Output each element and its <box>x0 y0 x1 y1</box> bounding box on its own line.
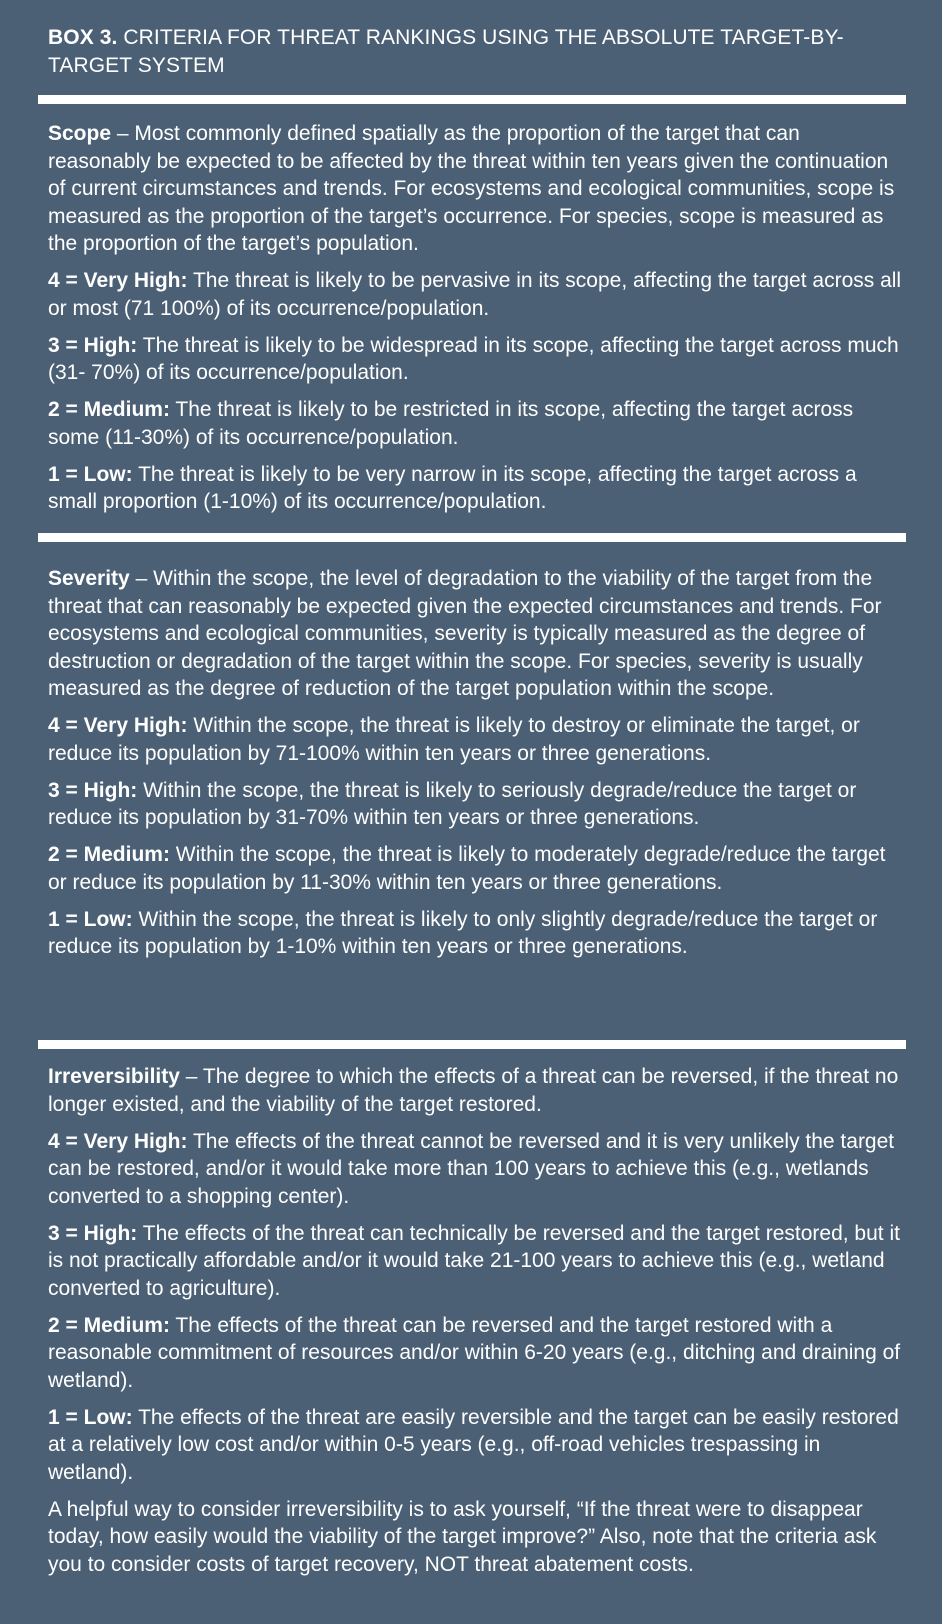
divider <box>38 95 906 104</box>
divider <box>38 1040 906 1049</box>
scope-definition-text: – Most commonly defined spatially as the proportion of the target that can reasonably be expected to be affected by the threat within ten years given the continuation of current circumstances and trends. For ecosystems and ecological communities, scope is measured as the proportion of the target’s occurrence. For species, scope is measured as the proportion of the target’s population. <box>48 122 895 255</box>
scope-section <box>48 120 908 525</box>
level-label: High: <box>83 1221 138 1245</box>
level-text: The threat is likely to be restricted in its scope, affecting the target across some (11-30%) of its occurrence/population. <box>48 398 854 449</box>
level-text: The effects of the threat can technically be reversed and the target restored, but it is not practically affordable and/or it would take 21-100 years to achieve this (e.g., wetland converted to agriculture). <box>48 1221 900 1300</box>
level-label: Low: <box>83 462 133 486</box>
irreversibility-term: Irreversibility <box>48 1065 180 1088</box>
irreversibility-level <box>48 1404 908 1487</box>
level-number: 4 = <box>48 714 84 737</box>
level-text: Within the scope, the threat is likely to destroy or eliminate the target, or reduce its population by 71-100% within ten years or three generations. <box>48 714 860 765</box>
level-label: High: <box>83 778 138 802</box>
box-label: BOX 3. <box>48 26 118 49</box>
level-number: 2 = <box>48 843 84 866</box>
level-text: The effects of the threat can be reversed and the target restored with a reasonable commitment of resources and/or within 6-20 years (e.g., ditching and draining of wetland). <box>48 1313 901 1392</box>
level-number: 1 = <box>48 1405 84 1429</box>
irreversibility-level <box>48 1312 908 1395</box>
level-text: The effects of the threat are easily reversible and the target can be easily restored at a relatively low cost and/or within 0-5 years (e.g., off-road vehicles trespassing in wetland). <box>48 1405 899 1484</box>
irreversibility-definition <box>48 1063 908 1118</box>
scope-level <box>48 396 908 451</box>
level-text: Within the scope, the threat is likely to only slightly degrade/reduce the target or reduce its population by 1-10% within ten years or three generations. <box>48 907 878 958</box>
level-number: 3 = <box>48 333 84 357</box>
level-label: High: <box>83 333 138 357</box>
level-number: 4 = <box>48 1129 84 1153</box>
scope-definition <box>48 120 908 258</box>
level-text: The threat is likely to be widespread in its scope, affecting the target across much (31- 70%) of its occurrence/population. <box>48 333 899 384</box>
irreversibility-definition-text: – The degree to which the effects of a threat can be reversed, if the threat no longer existed, and the viability of the target restored. <box>48 1065 899 1116</box>
level-label: Medium: <box>83 843 170 866</box>
level-number: 2 = <box>48 1313 84 1337</box>
level-number: 4 = <box>48 269 84 292</box>
level-label: Medium: <box>83 398 170 421</box>
divider <box>38 533 906 542</box>
scope-term: Scope <box>48 122 112 145</box>
level-number: 3 = <box>48 1221 84 1245</box>
level-label: Low: <box>83 907 133 931</box>
severity-definition <box>48 565 908 703</box>
severity-level <box>48 841 908 896</box>
irreversibility-level <box>48 1128 908 1211</box>
level-number: 1 = <box>48 907 84 931</box>
severity-level <box>48 777 908 832</box>
severity-term: Severity <box>48 567 130 590</box>
scope-level <box>48 332 908 387</box>
level-text: Within the scope, the threat is likely to seriously degrade/reduce the target or reduce its population by 31-70% within ten years or three generations. <box>48 778 857 829</box>
irreversibility-section <box>48 1063 908 1588</box>
severity-definition-text: – Within the scope, the level of degradation to the viability of the target from the threat that can reasonably be expected given the expected circumstances and trends. For ecosystems and ecological communities, severity is typically measured as the degree of destruction or degradation of the target within the scope. For species, severity is usually measured as the degree of reduction of the target population within the scope. <box>48 567 882 700</box>
level-text: The threat is likely to be pervasive in its scope, affecting the target across all or most (71 100%) of its occurrence/population. <box>48 269 902 320</box>
level-text: Within the scope, the threat is likely to moderately degrade/reduce the target or reduce its population by 11-30% within ten years or three generations. <box>48 843 886 894</box>
scope-level <box>48 461 908 516</box>
level-label: Very High: <box>83 714 188 737</box>
level-number: 3 = <box>48 778 84 802</box>
irreversibility-note: A helpful way to consider irreversibility is to ask yourself, “If the threat were to disappear today, how easily would the viability of the target improve?” Also, note that the criteria ask you to consider costs of target recovery, NOT threat abatement costs. <box>48 1497 877 1576</box>
level-number: 1 = <box>48 462 84 486</box>
level-label: Medium: <box>83 1313 170 1337</box>
box-title <box>48 24 888 80</box>
level-text: The effects of the threat cannot be reversed and it is very unlikely the target can be restored, and/or it would take more than 100 years to achieve this (e.g., wetlands converted to a shopping center). <box>48 1129 895 1208</box>
level-label: Very High: <box>83 269 188 292</box>
irreversibility-level <box>48 1220 908 1303</box>
level-number: 2 = <box>48 398 84 421</box>
severity-section <box>48 565 908 970</box>
severity-level <box>48 906 908 961</box>
level-text: The threat is likely to be very narrow in its scope, affecting the target across a small proportion (1-10%) of its occurrence/population. <box>48 462 857 513</box>
severity-level <box>48 712 908 767</box>
level-label: Very High: <box>83 1129 188 1153</box>
box-title-text: CRITERIA FOR THREAT RANKINGS USING THE ABSOLUTE TARGET-BY-TARGET SYSTEM <box>48 26 844 77</box>
scope-level <box>48 267 908 322</box>
level-label: Low: <box>83 1405 133 1429</box>
